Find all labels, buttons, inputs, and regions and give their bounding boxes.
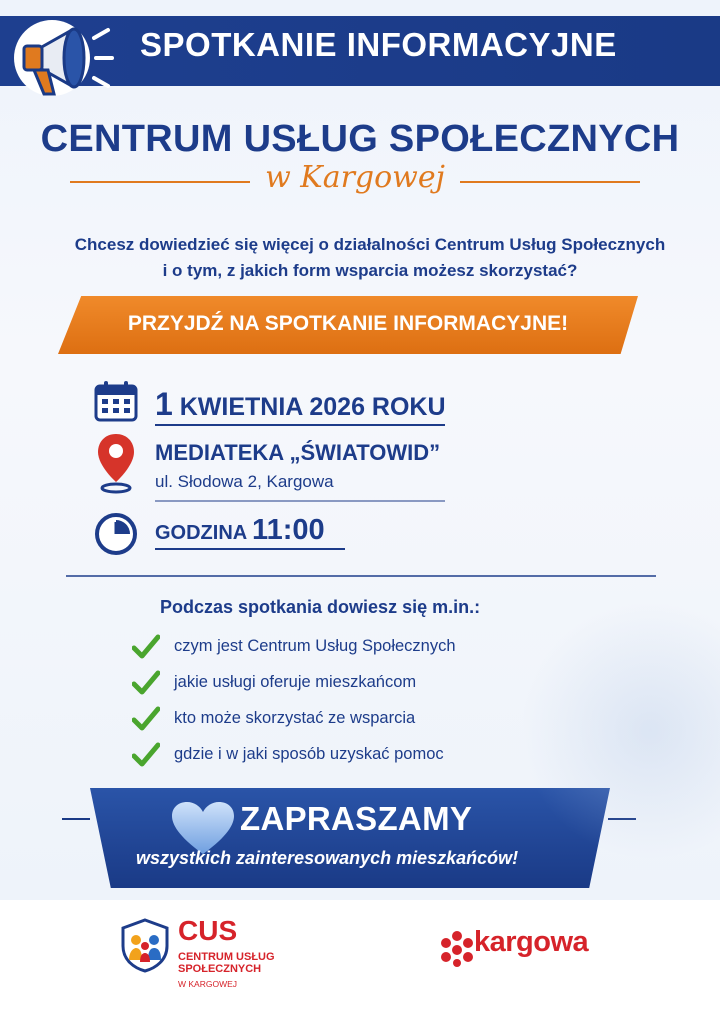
intro-line-1: Chcesz dowiedzieć się więcej o działalności Centrum Usług Społecznych <box>74 235 666 254</box>
invitation-subtitle: wszystkich zainteresowanych mieszkańców! <box>136 848 519 868</box>
list-item-text: czym jest Centrum Usług Społecznych <box>174 637 456 655</box>
cus-logo-short: CUS <box>178 915 238 946</box>
organization-name: CENTRUM USŁUG SPOŁECZNYCH <box>40 118 680 160</box>
decorative-line <box>460 181 640 183</box>
underline <box>155 500 445 502</box>
cus-logo-line-2: SPOŁECZNYCH <box>178 963 262 975</box>
event-date-day: 1 <box>155 386 173 422</box>
decorative-line <box>608 818 636 820</box>
intro-text <box>60 232 680 284</box>
event-date <box>155 386 446 423</box>
cus-logo-town: W KARGOWEJ <box>178 979 238 989</box>
cta-text: PRZYJDŹ NA SPOTKANIE INFORMACYJNE! <box>127 312 569 335</box>
checkmark-icon <box>132 742 160 768</box>
event-hour-label: GODZINA <box>155 522 247 544</box>
learn-title: Podczas spotkania dowiesz się m.in.: <box>160 597 481 617</box>
list-item-text: kto może skorzystać ze wsparcia <box>174 709 416 727</box>
event-hour-value: 11:00 <box>252 514 325 546</box>
calendar-icon <box>94 380 138 422</box>
checkmark-icon <box>132 706 160 732</box>
event-place-name: MEDIATEKA „ŚWIATOWID” <box>155 440 441 465</box>
cus-logo-icon <box>120 918 170 973</box>
event-date-rest: KWIETNIA 2026 ROKU <box>179 393 446 421</box>
cus-logo-line-1: CENTRUM USŁUG <box>178 951 275 963</box>
cus-logo-full <box>178 951 275 975</box>
location-pin-icon <box>96 432 136 494</box>
decorative-line <box>62 818 90 820</box>
organization-location: w Kargowej <box>265 160 445 195</box>
megaphone-icon <box>10 8 135 108</box>
header-title: SPOTKANIE INFORMACYJNE <box>140 26 617 63</box>
checkmark-icon <box>132 670 160 696</box>
checkmark-icon <box>132 634 160 660</box>
decorative-line <box>70 181 250 183</box>
kargowa-logo-text: kargowa <box>474 926 589 958</box>
list-item-text: gdzie i w jaki sposób uzyskać pomoc <box>174 745 444 763</box>
event-hour <box>155 514 325 547</box>
clock-icon <box>94 512 138 556</box>
underline <box>155 424 445 426</box>
underline <box>155 548 345 550</box>
divider <box>66 575 656 577</box>
intro-line-2: i o tym, z jakich form wsparcia możesz skorzystać? <box>162 261 578 280</box>
kargowa-logo-icon <box>438 930 476 968</box>
list-item-text: jakie usługi oferuje mieszkańcom <box>174 673 417 691</box>
invitation-title: ZAPRASZAMY <box>240 800 473 837</box>
event-place-address: ul. Słodowa 2, Kargowa <box>155 472 334 491</box>
